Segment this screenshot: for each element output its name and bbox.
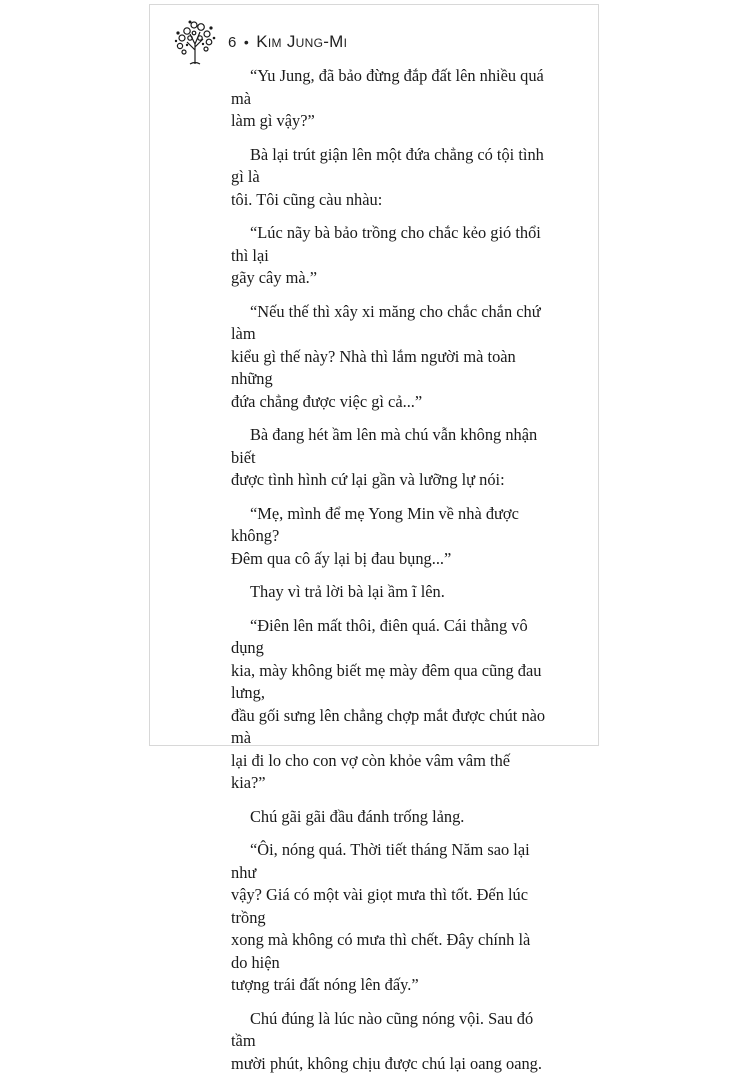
paragraph: Bà lại trút giận lên một đứa chẳng có tội tình gì là tôi. Tôi cũng càu nhàu: bbox=[231, 144, 544, 209]
paragraph: “Ôi, nóng quá. Thời tiết tháng Năm sao lại như vậy? Giá có một vài giọt mưa thì tốt. Đến lúc trồng xong mà không có mưa thì chết. Đây chính là do hiện tượng trái đất nóng lên đấy.” bbox=[231, 840, 531, 994]
paragraph: “Yu Jung, đã bảo đừng đắp đất lên nhiều quá mà làm gì vậy?” bbox=[231, 66, 544, 130]
tree-logo-icon bbox=[170, 16, 220, 66]
author-name: Kim Jung-Mi bbox=[256, 32, 348, 51]
header-separator: • bbox=[243, 34, 250, 50]
running-header bbox=[170, 16, 347, 66]
paragraph: Thay vì trả lời bà lại ầm ĩ lên. bbox=[250, 582, 445, 601]
paragraph: “Điên lên mất thôi, điên quá. Cái thằng vô dụng kia, mày không biết mẹ mày đêm qua cũng đau lưng, đầu gối sưng lên chẳng chợp mắt được chút nào mà lại đi lo cho con vợ còn khỏe vâm vâm thế kia?” bbox=[231, 615, 546, 792]
paragraph: “Nếu thế thì xây xi măng cho chắc chắn chứ làm kiểu gì thế này? Nhà thì lắm người mà toàn những đứa chẳng được việc gì cả...” bbox=[231, 301, 541, 411]
header-text bbox=[228, 32, 347, 52]
paragraph: “Mẹ, mình để mẹ Yong Min về nhà được không? Đêm qua cô ấy lại bị đau bụng...” bbox=[231, 503, 519, 568]
paragraph: “Lúc nãy bà bảo trồng cho chắc kẻo gió thổi thì lại gãy cây mà.” bbox=[231, 223, 541, 287]
paragraph: Chú gãi gãi đầu đánh trống lảng. bbox=[250, 806, 465, 826]
paragraph: Chú đúng là lúc nào cũng nóng vội. Sau đó tầm mười phút, không chịu được chú lại oang oang. bbox=[231, 1008, 542, 1073]
body-text bbox=[231, 65, 547, 1086]
page-number: 6 bbox=[228, 33, 237, 51]
paragraph: Bà đang hét ầm lên mà chú vẫn không nhận biết được tình hình cứ lại gần và lưỡng lự nói: bbox=[231, 425, 538, 489]
